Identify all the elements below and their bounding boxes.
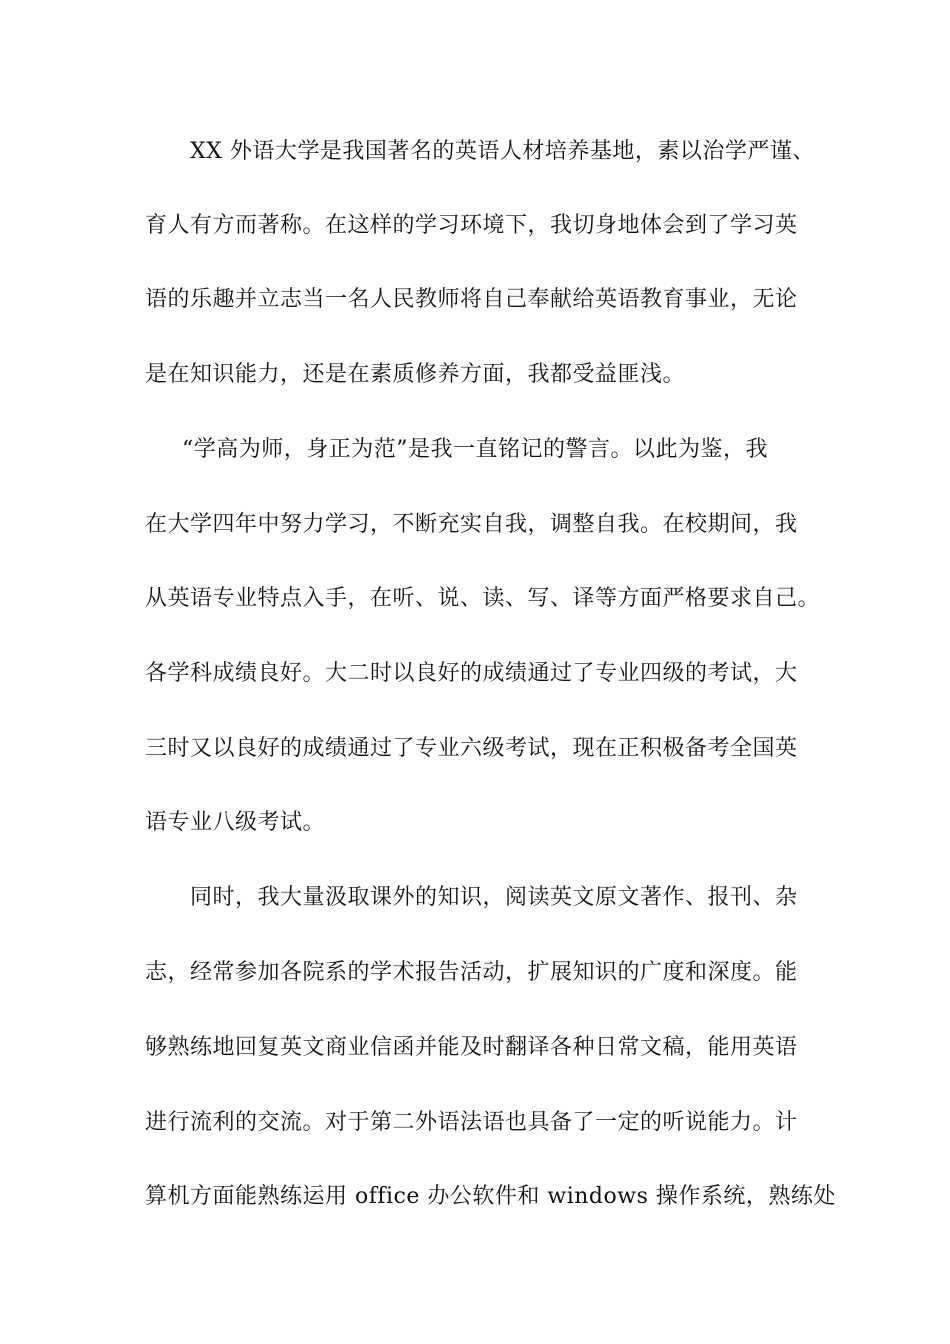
paragraph-1-line-2: 育人有方而著称。在这样的学习环境下，我切身地体会到了学习英 bbox=[145, 213, 798, 238]
paragraph-2-line-5: 三时又以良好的成绩通过了专业六级考试，现在正积极备考全国英 bbox=[145, 736, 798, 761]
paragraph-2-line-1: “学高为师，身正为范”是我一直铭记的警言。以此为鉴，我 bbox=[182, 437, 768, 462]
paragraph-2-line-6: 语专业八级考试。 bbox=[145, 810, 326, 835]
paragraph-3-line-2: 志，经常参加各院系的学术报告活动，扩展知识的广度和深度。能 bbox=[145, 960, 798, 985]
paragraph-1-line-4: 是在知识能力，还是在素质修养方面，我都受益匪浅。 bbox=[145, 362, 686, 387]
paragraph-2-line-4: 各学科成绩良好。大二时以良好的成绩通过了专业四级的考试，大 bbox=[145, 661, 798, 686]
paragraph-2-line-2: 在大学四年中努力学习，不断充实自我，调整自我。在校期间，我 bbox=[145, 512, 798, 537]
paragraph-2-line-3: 从英语专业特点入手，在听、说、读、写、译等方面严格要求自己。 bbox=[145, 586, 821, 611]
paragraph-3-line-5: 算机方面能熟练运用 office 办公软件和 windows 操作系统，熟练处 bbox=[145, 1184, 836, 1209]
paragraph-1-line-3: 语的乐趣并立志当一名人民教师将自己奉献给英语教育事业，无论 bbox=[145, 287, 798, 312]
paragraph-3-line-1: 同时，我大量汲取课外的知识，阅读英文原文著作、报刊、杂 bbox=[190, 885, 798, 910]
paragraph-3-line-3: 够熟练地回复英文商业信函并能及时翻译各种日常文稿，能用英语 bbox=[145, 1035, 798, 1060]
paragraph-3-line-4: 进行流利的交流。对于第二外语法语也具备了一定的听说能力。计 bbox=[145, 1110, 798, 1135]
paragraph-1-line-1: XX 外语大学是我国著名的英语人材培养基地，素以治学严谨、 bbox=[190, 139, 815, 164]
